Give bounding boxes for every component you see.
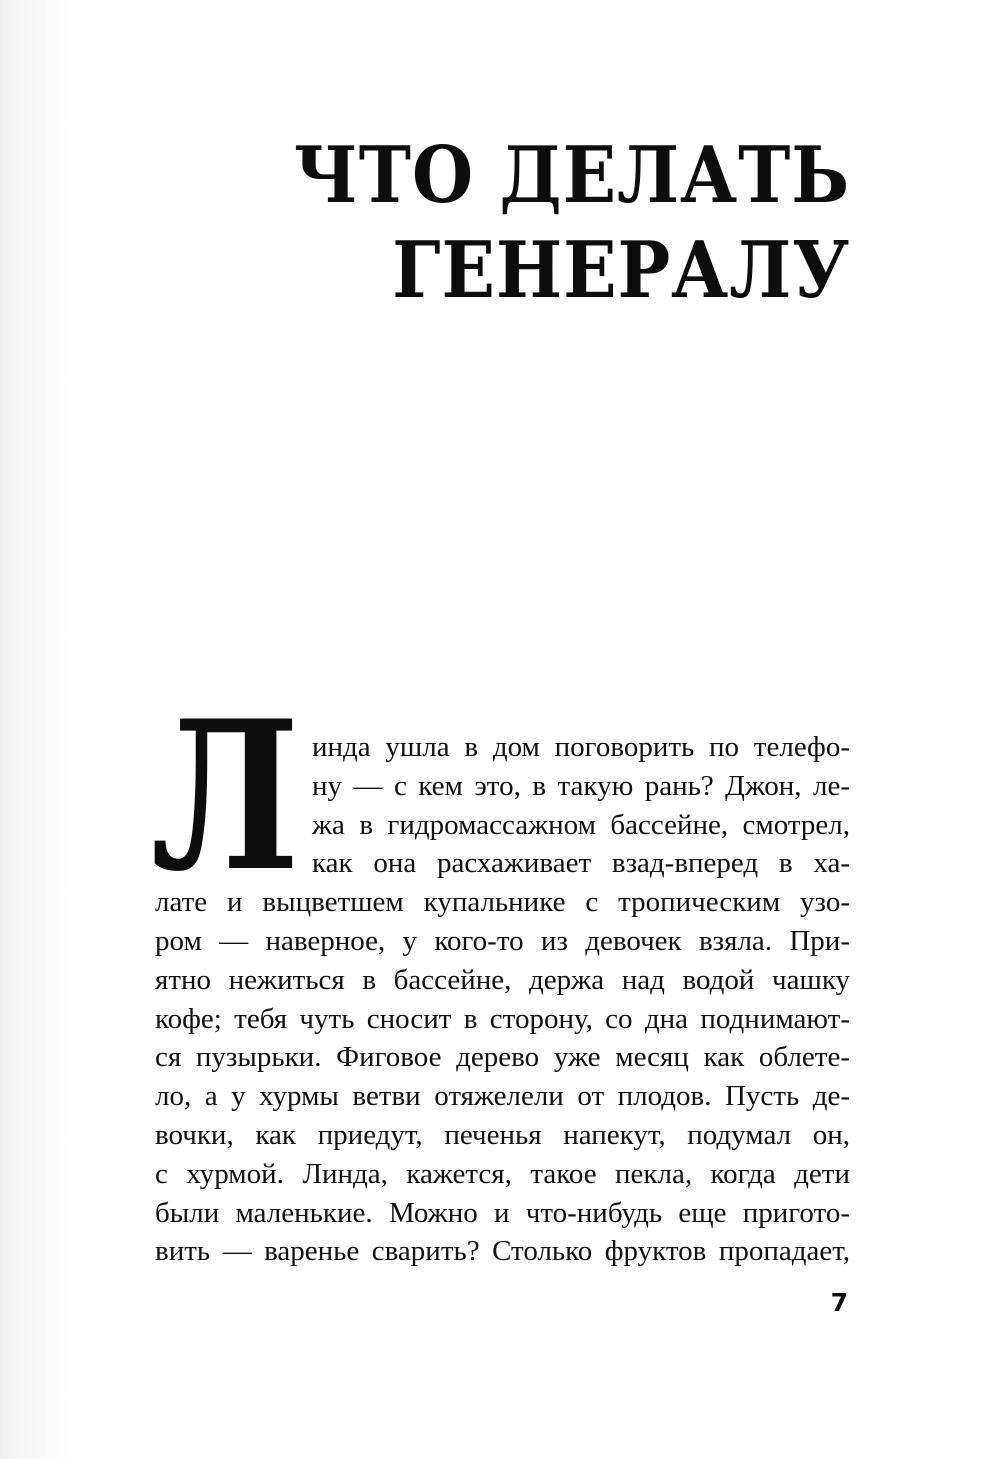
chapter-title-line-1: ЧТО ДЕЛАТЬ (293, 130, 850, 221)
text-line: инда ушла в дом поговорить по телефо- (312, 731, 850, 763)
text-line: ло, а у хурмы ветви отяжелели от плодов. Пусть де- (155, 1080, 850, 1113)
text-line: вить — варенье сварить? Столько фруктов пропадает, (155, 1235, 850, 1268)
chapter-title-line-2: ГЕНЕРАЛУ (391, 225, 850, 316)
scan-edge-shadow (0, 0, 70, 1459)
body-text (155, 728, 850, 1271)
text-line: ся пузырьки. Фиговое дерево уже месяц как облете- (155, 1041, 850, 1074)
text-line: с хурмой. Линда, кажется, такое пекла, когда дети (155, 1157, 850, 1190)
text-line: жа в гидромассажном бассейне, смотрел, (312, 808, 850, 841)
text-line: лате и выцветшем купальнике с тропическим узо- (155, 886, 850, 919)
text-line: ром — наверное, у кого-то из девочек взяла. При- (155, 924, 850, 957)
text-line: кофе; тебя чуть сносит в сторону, со дна поднимают- (155, 1002, 850, 1035)
page-number: 7 (830, 1288, 848, 1317)
text-line: как она расхаживает взад-вперед в ха- (312, 847, 850, 880)
text-line: вочки, как приедут, печенья напекут, подумал он, (155, 1118, 850, 1151)
text-line: ну — с кем это, в такую рань? Джон, ле- (312, 769, 850, 802)
drop-cap: Л (151, 677, 300, 917)
chapter-title (294, 128, 850, 318)
text-line: ятно нежиться в бассейне, держа над водой чашку (155, 963, 850, 996)
text-line: были маленькие. Можно и что-нибудь еще пригото- (155, 1196, 850, 1229)
